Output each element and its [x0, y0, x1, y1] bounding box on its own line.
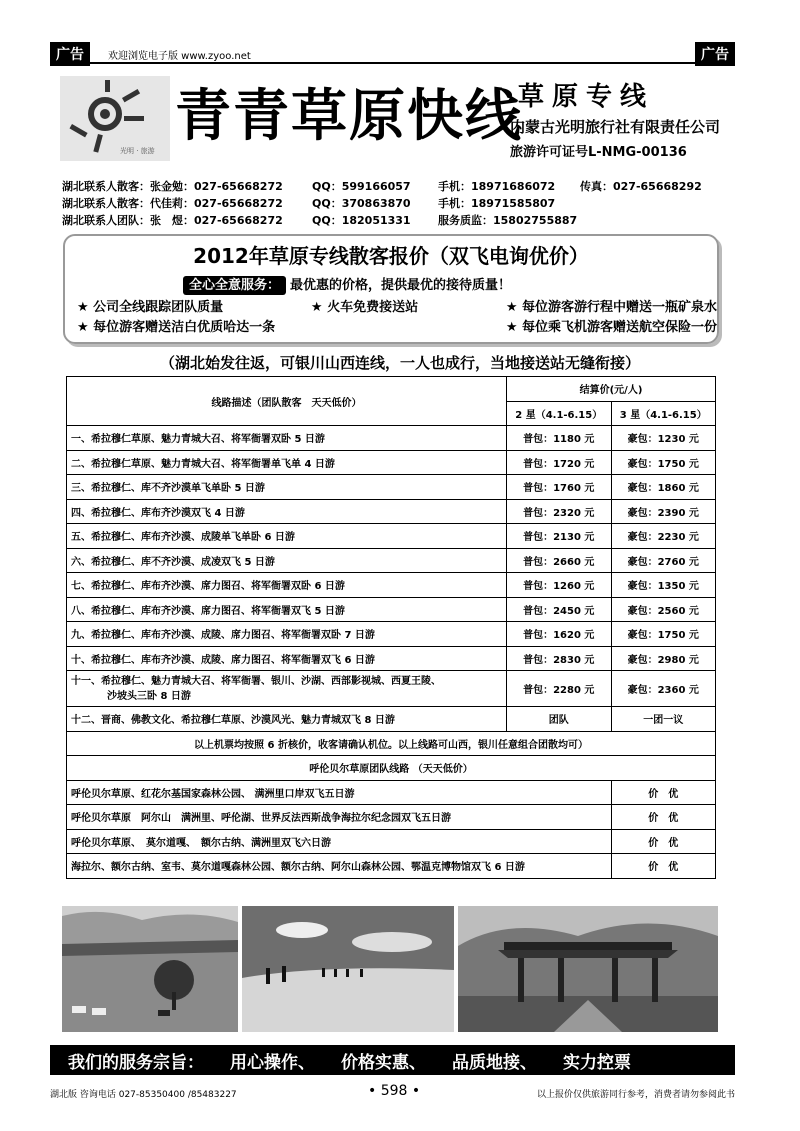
- company-logo: [60, 76, 170, 161]
- contact-mobile: 手机：18971686072: [438, 180, 556, 193]
- brand-title: 青青草原快线: [175, 83, 523, 149]
- price-3star: 豪包：1750 元: [611, 450, 716, 475]
- price-cell: 价 优: [611, 829, 716, 854]
- contact-tel: 027-65668272: [194, 197, 283, 210]
- table-row: [67, 622, 716, 647]
- price-2star: 普包：1760 元: [507, 475, 612, 500]
- promo-box: [63, 234, 719, 344]
- table-note: 以上机票均按照 6 折核价，收客请确认机位。以上线路可山西，银川任意组合团散均可）: [67, 731, 716, 756]
- price-3star: 豪包：2230 元: [611, 524, 716, 549]
- feature-item: ★ 每位游客赠送洁白优质哈达一条: [77, 320, 276, 335]
- table-row: [67, 426, 716, 451]
- table-row: [67, 854, 716, 879]
- contact-label: 湖北联系人散客：代佳莉：: [62, 197, 194, 210]
- feature-item: ★ 每位乘飞机游客赠送航空保险一份: [505, 320, 717, 335]
- contact-tel: 027-65668272: [194, 180, 283, 193]
- feature-item: ★ 每位游客游行程中赠送一瓶矿泉水: [505, 300, 717, 315]
- contact-quality: 服务质监：15802755887: [438, 214, 578, 227]
- route-cell: 五、希拉穆仁、库布齐沙漠、成陵单飞单卧 6 日游: [67, 524, 507, 549]
- contact-label: 湖北联系人散客：张金勉：: [62, 180, 194, 193]
- route-cell: 三、希拉穆仁、库不齐沙漠单飞单卧 5 日游: [67, 475, 507, 500]
- ad-tag-left: 广告: [50, 42, 90, 66]
- license-number: 旅游许可证号L-NMG-00136: [510, 145, 687, 160]
- route-cell: 九、希拉穆仁、库布齐沙漠、成陵、席力图召、将军衙署双卧 7 日游: [67, 622, 507, 647]
- feature-list: [77, 298, 717, 338]
- price-3star: 豪包：1350 元: [611, 573, 716, 598]
- table-row: [67, 573, 716, 598]
- footer: [50, 1083, 735, 1103]
- route-cell: [67, 671, 507, 707]
- price-3star: 一团一议: [611, 707, 716, 732]
- contact-list: [62, 178, 732, 229]
- feature-item: ★ 公司全线跟踪团队质量: [77, 300, 224, 315]
- price-table: [66, 376, 716, 879]
- banner-item: 价格实惠、: [341, 1052, 426, 1073]
- header-2star: 2 星（4.1-6.15）: [507, 401, 612, 426]
- table-note-row: [67, 731, 716, 756]
- footer-disclaimer: 以上报价仅供旅游同行参考，消费者请勿参阅此书: [536, 1090, 735, 1100]
- table-row: [67, 829, 716, 854]
- price-2star: 普包：2320 元: [507, 499, 612, 524]
- price-2star: 普包：2280 元: [507, 671, 612, 707]
- contact-row: [62, 195, 732, 212]
- route-line: 沙坡头三卧 8 日游: [107, 690, 191, 702]
- route-note: （湖北始发往返，可银川山西连线，一人也成行，当地接送站无缝衔接）: [159, 354, 640, 372]
- price-cell: 价 优: [611, 854, 716, 879]
- table-section-row: [67, 756, 716, 781]
- logo-caption: 光明 · 旅游: [120, 147, 155, 155]
- price-3star: 豪包：1860 元: [611, 475, 716, 500]
- promo-title: 2012年草原专线散客报价（双飞电询优价）: [193, 244, 589, 268]
- table-row: [67, 671, 716, 707]
- price-3star: 豪包：2360 元: [611, 671, 716, 707]
- header-price: 结算价(元/人): [507, 377, 716, 402]
- route-cell: 呼伦贝尔草原 阿尔山 满洲里、呼伦湖、世界反法西斯战争海拉尔纪念园双飞五日游: [67, 805, 612, 830]
- table-row: [67, 780, 716, 805]
- route-cell: 二、希拉穆仁草原、魅力青城大召、将军衙署单飞单 4 日游: [67, 450, 507, 475]
- route-cell: 呼伦贝尔草原、红花尔基国家森林公园、 满洲里口岸双飞五日游: [67, 780, 612, 805]
- price-2star: 普包：1180 元: [507, 426, 612, 451]
- contact-qq: QQ：599166057: [312, 180, 411, 193]
- ad-tag-right: 广告: [695, 42, 735, 66]
- price-3star: 豪包：2760 元: [611, 548, 716, 573]
- price-2star: 普包：1260 元: [507, 573, 612, 598]
- top-bar: [50, 42, 735, 64]
- table-row: [67, 597, 716, 622]
- contact-row: [62, 212, 732, 229]
- service-label: 全心全意服务：: [183, 276, 286, 295]
- banner-item: 我们的服务宗旨：: [68, 1052, 204, 1073]
- grassland-photo: [62, 906, 238, 1032]
- table-row: [67, 646, 716, 671]
- contact-qq: QQ：370863870: [312, 197, 411, 210]
- price-3star: 豪包：1230 元: [611, 426, 716, 451]
- route-cell: 七、希拉穆仁、库布齐沙漠、席力图召、将军衙署双卧 6 日游: [67, 573, 507, 598]
- header: [50, 66, 735, 176]
- price-2star: 普包：2450 元: [507, 597, 612, 622]
- route-cell: 十、希拉穆仁、库布齐沙漠、成陵、席力图召、将军衙署双飞 6 日游: [67, 646, 507, 671]
- table-row: [67, 524, 716, 549]
- page-number: • 598 •: [368, 1083, 421, 1099]
- price-3star: 豪包：2390 元: [611, 499, 716, 524]
- price-2star: 普包：2830 元: [507, 646, 612, 671]
- price-2star: 普包：2660 元: [507, 548, 612, 573]
- service-banner: [50, 1045, 735, 1075]
- feature-item: ★ 火车免费接送站: [310, 300, 419, 315]
- price-2star: 普包：1620 元: [507, 622, 612, 647]
- banner-item: 用心操作、: [230, 1052, 315, 1073]
- route-cell: 六、希拉穆仁、库不齐沙漠、成凌双飞 5 日游: [67, 548, 507, 573]
- service-text: 最优惠的价格，提供最优的接待质量！: [290, 278, 512, 293]
- route-cell: 十二、晋商、佛教文化、希拉穆仁草原、沙漠风光、魅力青城双飞 8 日游: [67, 707, 507, 732]
- footer-contact: 湖北版 咨询电话 027-85350400 /85483227: [50, 1090, 237, 1100]
- price-cell: 价 优: [611, 780, 716, 805]
- banner-item: 实力控票: [563, 1052, 631, 1073]
- line-name: 草原专线: [518, 82, 655, 112]
- photo-strip: [62, 906, 718, 1032]
- route-cell: 四、希拉穆仁、库布齐沙漠双飞 4 日游: [67, 499, 507, 524]
- gate-photo: [458, 906, 718, 1032]
- price-3star: 豪包：1750 元: [611, 622, 716, 647]
- service-line: [183, 274, 511, 293]
- table-row: [67, 548, 716, 573]
- table-header-row: [67, 377, 716, 402]
- banner-item: 品质地接、: [452, 1052, 537, 1073]
- contact-qq: QQ：182051331: [312, 214, 411, 227]
- route-cell: 一、希拉穆仁草原、魅力青城大召、将军衙署双卧 5 日游: [67, 426, 507, 451]
- table-row: [67, 499, 716, 524]
- price-2star: 普包：1720 元: [507, 450, 612, 475]
- header-rule: [50, 62, 735, 64]
- hulun-title: 呼伦贝尔草原团队线路 （天天低价）: [67, 756, 716, 781]
- contact-mobile: 手机：18971585807: [438, 197, 556, 210]
- table-row: [67, 805, 716, 830]
- route-cell: 海拉尔、额尔古纳、室韦、莫尔道嘎森林公园、额尔古纳、阿尔山森林公园、鄂温克博物馆双飞 6 日游: [67, 854, 612, 879]
- table-row: [67, 475, 716, 500]
- price-3star: 豪包：2560 元: [611, 597, 716, 622]
- contact-row: [62, 178, 732, 195]
- price-cell: 价 优: [611, 805, 716, 830]
- route-cell: 呼伦贝尔草原、 莫尔道嘎、 额尔古纳、满洲里双飞六日游: [67, 829, 612, 854]
- table-row: [67, 450, 716, 475]
- route-line: 十一、希拉穆仁、魅力青城大召、将军衙署、银川、沙湖、西部影视城、西夏王陵、: [71, 675, 441, 687]
- contact-tel: 027-65668272: [194, 214, 283, 227]
- header-route: 线路描述（团队散客 天天低价）: [67, 377, 507, 426]
- contact-label: 湖北联系人团队：张 煜：: [62, 214, 194, 227]
- contact-fax: 传真：027-65668292: [580, 180, 702, 193]
- company-name: 内蒙古光明旅行社有限责任公司: [510, 118, 721, 136]
- price-2star: 团队: [507, 707, 612, 732]
- route-cell: 八、希拉穆仁、库布齐沙漠、席力图召、将军衙署双飞 5 日游: [67, 597, 507, 622]
- price-2star: 普包：2130 元: [507, 524, 612, 549]
- welcome-text: 欢迎浏览电子版 www.zyoo.net: [108, 51, 251, 62]
- table-row: [67, 707, 716, 732]
- price-3star: 豪包：2980 元: [611, 646, 716, 671]
- header-3star: 3 星（4.1-6.15）: [611, 401, 716, 426]
- desert-photo: [242, 906, 454, 1032]
